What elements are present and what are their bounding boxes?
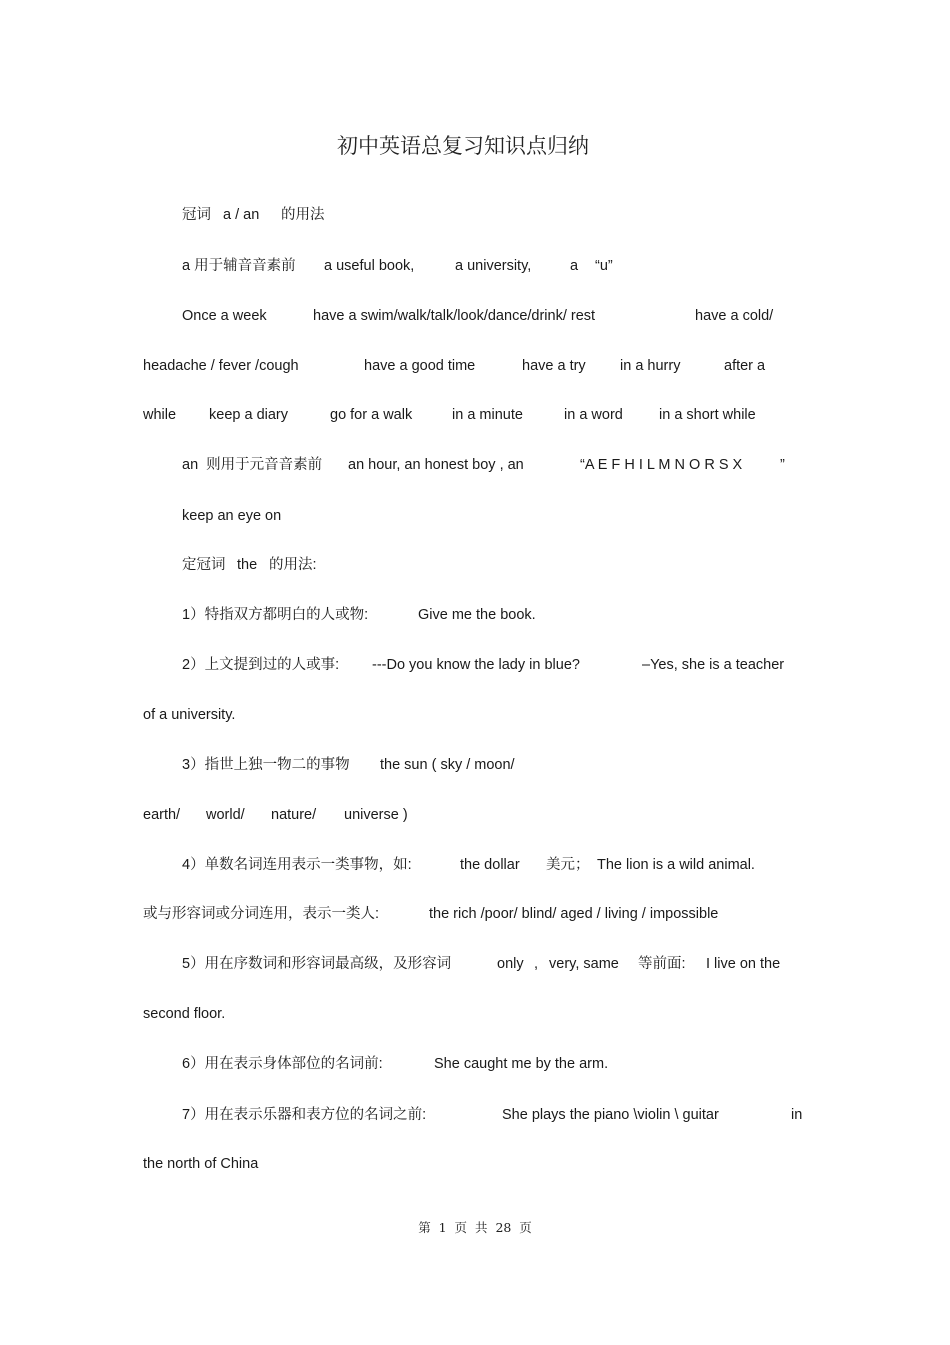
text-segment: ” [780,457,785,473]
text-segment: Give me the book. [418,607,536,623]
text-line [0,1055,950,1073]
text-segment: second floor. [143,1006,226,1022]
text-segment: a 用于辅音音素前 [182,258,296,274]
text-segment: 冠词 [182,207,211,223]
text-segment: the dollar [460,857,520,873]
text-segment: go for a walk [330,407,413,423]
text-line [0,955,950,973]
text-segment: a useful book, [324,258,415,274]
page-title: 初中英语总复习知识点归纳 [337,134,589,158]
text-segment: in a word [564,407,623,423]
text-line [0,456,950,474]
text-segment: 定冠词 [182,557,226,573]
text-segment: , [534,956,539,972]
text-segment: very, same [549,956,619,972]
text-segment: 5）用在序数词和形容词最高级，及形容词 [182,956,452,972]
text-segment: in a minute [452,407,523,423]
text-segment: 等前面: [638,956,686,972]
page-footer: 第 1 页 共 28 页 [418,1220,532,1235]
text-line [0,656,950,674]
text-segment: the rich /poor/ blind/ aged / living / impossible [429,906,719,922]
text-line [0,806,950,824]
text-line [0,706,950,724]
text-segment: have a good time [364,358,476,374]
text-line [0,1155,950,1173]
text-segment: only [497,956,524,972]
text-segment: 1）特指双方都明白的人或物: [182,607,369,623]
text-segment: Once a week [182,308,267,324]
text-line [0,357,950,375]
text-segment: “A E F H I L M N O R S X [580,457,743,473]
text-segment: 的用法: [269,557,317,573]
text-segment: after a [724,358,766,374]
text-segment: keep a diary [209,407,288,423]
text-segment: a university, [455,258,532,274]
text-segment: She caught me by the arm. [434,1056,609,1072]
text-segment: keep an eye on [182,508,282,524]
text-line [0,606,950,624]
text-segment: a [570,258,579,274]
text-segment: ---Do you know the lady in blue? [372,657,580,673]
text-line [0,556,950,574]
text-line [0,1106,950,1124]
text-segment: world/ [206,807,245,823]
text-line [0,1005,950,1023]
text-segment: in a hurry [620,358,681,374]
text-segment: an hour, an honest boy , an [348,457,524,473]
text-line [0,307,950,325]
text-segment: earth/ [143,807,181,823]
text-segment: in a short while [659,407,756,423]
text-segment: nature/ [271,807,317,823]
text-segment: 美元； [546,857,590,873]
text-segment: in [791,1107,803,1123]
text-segment: I live on the [706,956,781,972]
text-line [0,206,950,224]
text-segment: the north of China [143,1156,259,1172]
text-segment: a / an [223,207,260,223]
text-line [0,507,950,525]
text-segment: 4）单数名词连用表示一类事物，如: [182,857,412,873]
text-segment: 3）指世上独一物二的事物 [182,757,350,773]
text-segment: 的用法 [281,207,325,223]
text-line [0,856,950,874]
text-segment: The lion is a wild animal. [597,857,755,873]
text-segment: the [237,557,258,573]
text-line [0,756,950,774]
text-segment: She plays the piano \violin \ guitar [502,1107,719,1123]
text-segment: 2）上文提到过的人或事: [182,657,340,673]
text-segment: while [143,407,177,423]
text-segment: headache / fever /cough [143,358,299,374]
text-segment: have a cold/ [695,308,774,324]
text-segment: have a try [522,358,586,374]
text-segment: the sun ( sky / moon/ [380,757,515,773]
text-segment: of a university. [143,707,236,723]
text-segment: –Yes, she is a teacher [642,657,785,673]
text-segment: 或与形容词或分词连用，表示一类人: [143,906,380,922]
text-segment: “u” [595,258,613,274]
text-line [0,257,950,275]
text-line [0,905,950,923]
text-segment: have a swim/walk/talk/look/dance/drink/ rest [313,308,596,324]
text-segment: an 则用于元音音素前 [182,457,323,473]
text-segment: 6）用在表示身体部位的名词前: [182,1056,383,1072]
text-line [0,406,950,424]
text-segment: universe ) [344,807,408,823]
text-segment: 7）用在表示乐器和表方位的名词之前: [182,1107,427,1123]
